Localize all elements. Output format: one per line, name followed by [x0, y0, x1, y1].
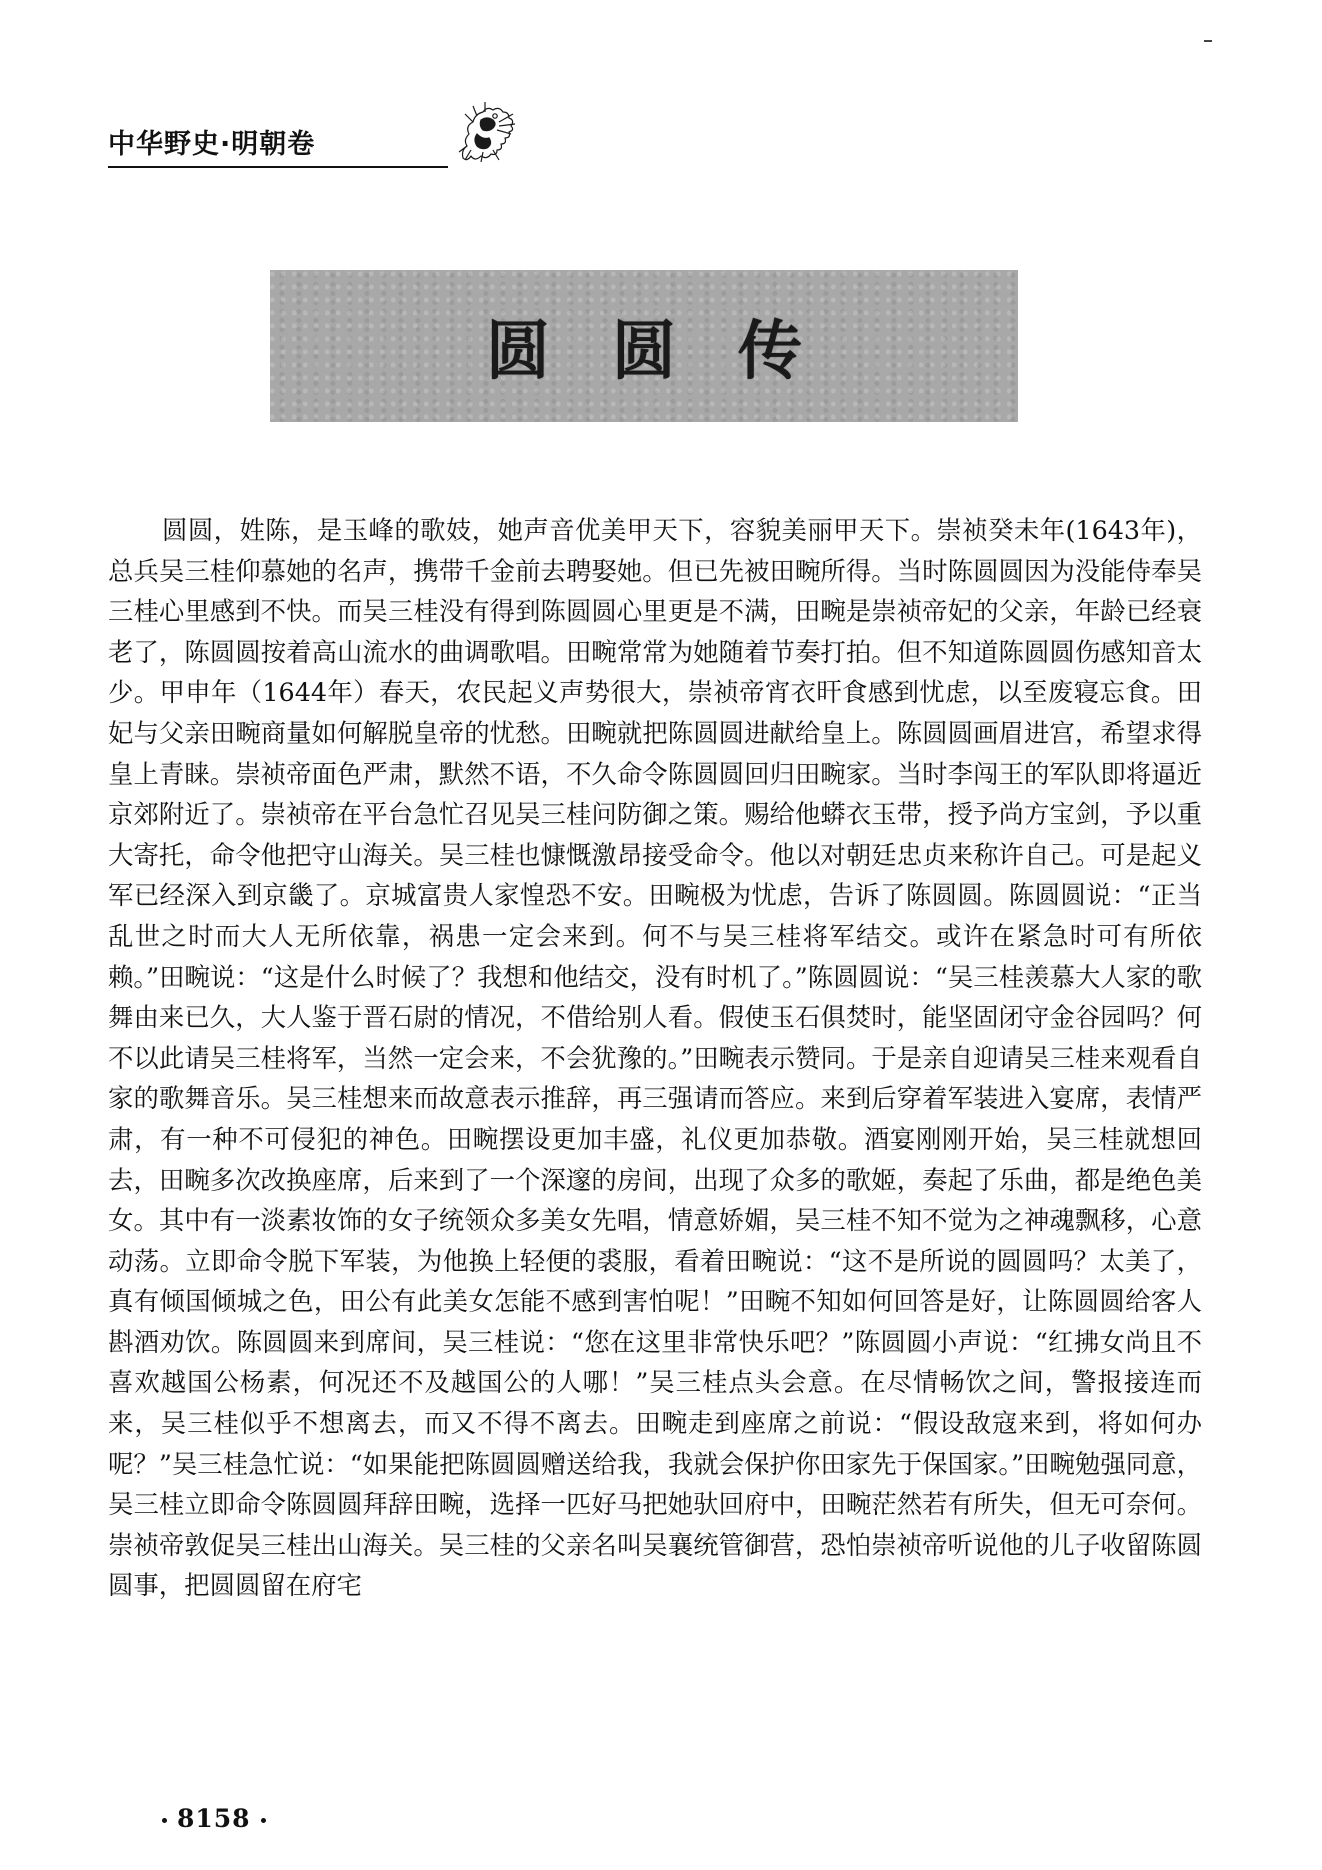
- page-number-footer: [152, 1804, 276, 1833]
- footer-dot-right: [261, 1818, 266, 1823]
- page-number: 8158: [177, 1804, 251, 1833]
- header-rule: [108, 166, 448, 168]
- running-header: [108, 100, 1198, 170]
- footer-dot-left: [162, 1818, 167, 1823]
- scan-mark: [1204, 40, 1212, 42]
- dragon-icon: [453, 100, 523, 166]
- chapter-title: 圆圆传: [486, 314, 864, 389]
- body-paragraph: 圆圆，姓陈，是玉峰的歌妓，她声音优美甲天下，容貌美丽甲天下。崇祯癸未年(1643年)，总兵吴三桂仰慕她的名声，携带千金前去聘娶她。但已先被田畹所得。当时陈圆圆因为没能侍奉吴三桂心里感到不快。而吴三桂没有得到陈圆圆心里更是不满，田畹是崇祯帝妃的父亲，年龄已经衰老了，陈圆圆按着高山流水的曲调歌唱。田畹常常为她随着节奏打拍。但不知道陈圆圆伤感知音太少。甲申年（1644年）春天，农民起义声势很大，崇祯帝宵衣旰食感到忧虑，以至废寝忘食。田妃与父亲田畹商量如何解脱皇帝的忧愁。田畹就把陈圆圆进献给皇上。陈圆圆画眉进宫，希望求得皇上青睐。崇祯帝面色严肃，默然不语，不久命令陈圆圆回归田畹家。当时李闯王的军队即将逼近京郊附近了。崇祯帝在平台急忙召见吴三桂问防御之策。赐给他蟒衣玉带，授予尚方宝剑，予以重大寄托，命令他把守山海关。吴三桂也慷慨激昂接受命令。他以对朝廷忠贞来称许自己。可是起义军已经深入到京畿了。京城富贵人家惶恐不安。田畹极为忧虑，告诉了陈圆圆。陈圆圆说：“正当乱世之时而大人无所依靠，祸患一定会来到。何不与吴三桂将军结交。或许在紧急时可有所依赖。”田畹说：“这是什么时候了？我想和他结交，没有时机了。”陈圆圆说：“吴三桂羡慕大人家的歌舞由来已久，大人鉴于晋石尉的情况，不借给别人看。假使玉石俱焚时，能坚固闭守金谷园吗？何不以此请吴三桂将军，当然一定会来，不会犹豫的。”田畹表示赞同。于是亲自迎请吴三桂来观看自家的歌舞音乐。吴三桂想来而故意表示推辞，再三强请而答应。来到后穿着军装进入宴席，表情严肃，有一种不可侵犯的神色。田畹摆设更加丰盛，礼仪更加恭敬。酒宴刚刚开始，吴三桂就想回去，田畹多次改换座席，后来到了一个深邃的房间，出现了众多的歌姬，奏起了乐曲，都是绝色美女。其中有一淡素妆饰的女子统领众多美女先唱，情意娇媚，吴三桂不知不觉为之神魂飘移，心意动荡。立即命令脱下军装，为他换上轻便的裘服，看着田畹说：“这不是所说的圆圆吗？太美了，真有倾国倾城之色，田公有此美女怎能不感到害怕呢！”田畹不知如何回答是好，让陈圆圆给客人斟酒劝饮。陈圆圆来到席间，吴三桂说：“您在这里非常快乐吧？”陈圆圆小声说：“红拂女尚且不喜欢越国公杨素，何况还不及越国公的人哪！”吴三桂点头会意。在尽情畅饮之间，警报接连而来，吴三桂似乎不想离去，而又不得不离去。田畹走到座席之前说：“假设敌寇来到，将如何办呢？”吴三桂急忙说：“如果能把陈圆圆赠送给我，我就会保护你田家先于保国家。”田畹勉强同意，吴三桂立即命令陈圆圆拜辞田畹，选择一匹好马把她驮回府中，田畹茫然若有所失，但无可奈何。崇祯帝敦促吴三桂出山海关。吴三桂的父亲名叫吴襄统管御营，恐怕崇祯帝听说他的儿子收留陈圆圆事，把圆圆留在府宅: [108, 515, 1202, 1601]
- series-title: 中华野史·明朝卷: [108, 129, 316, 160]
- chapter-title-banner: [270, 270, 1018, 422]
